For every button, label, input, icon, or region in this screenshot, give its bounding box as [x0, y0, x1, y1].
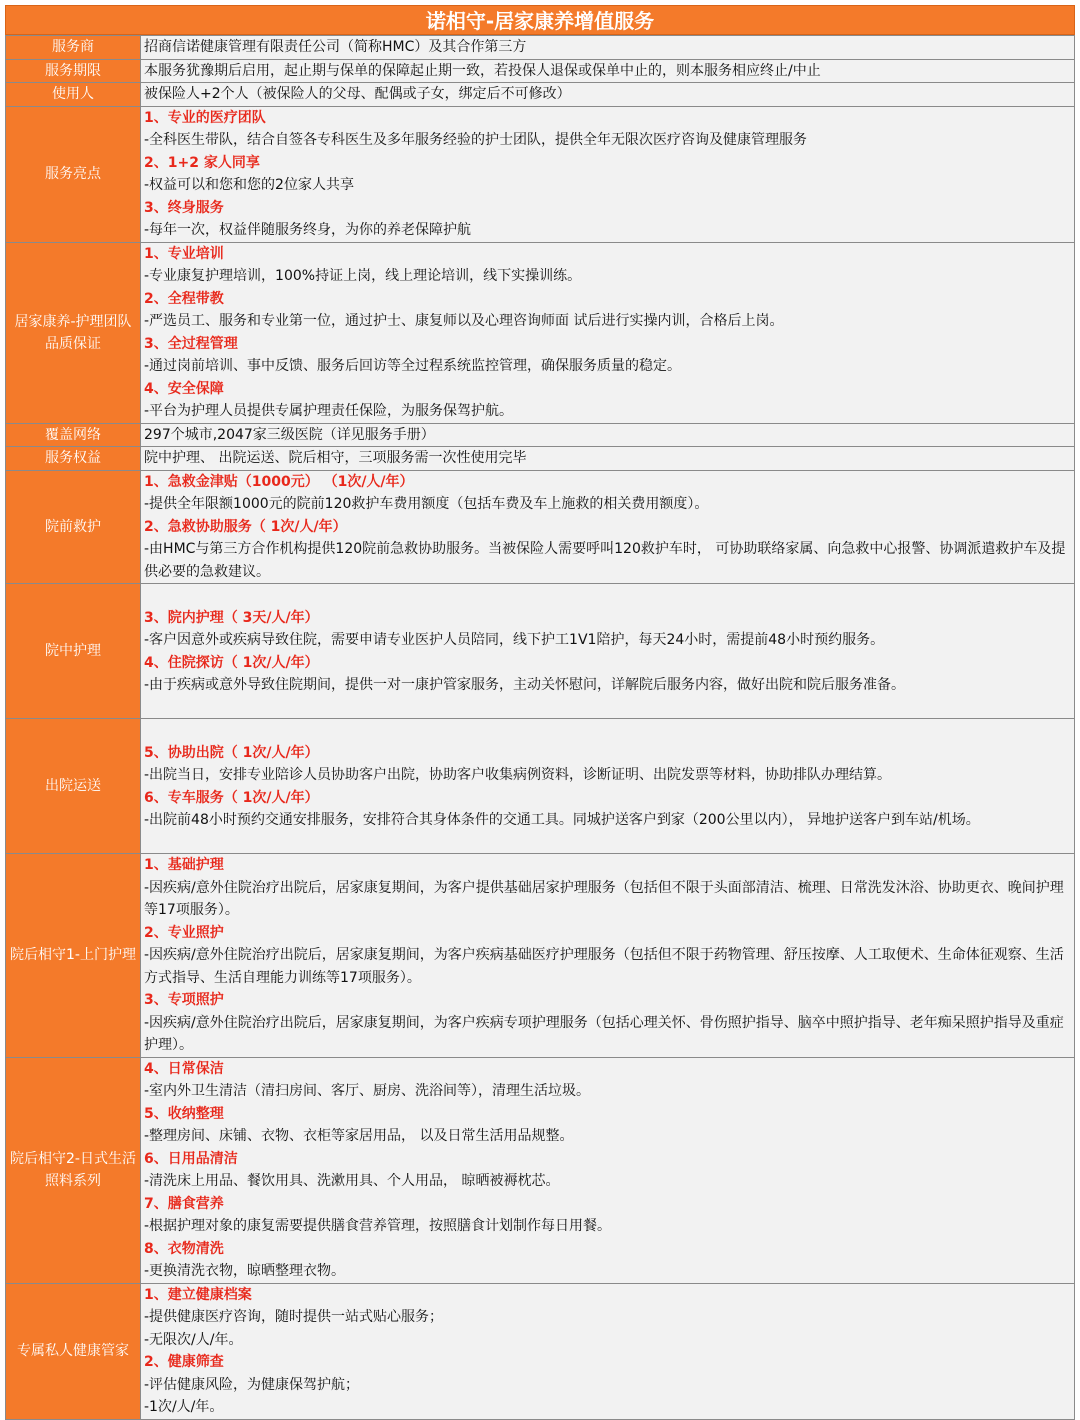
item-desc: -因疾病/意外住院治疗出院后，居家康复期间，为客户疾病专项护理服务（包括心理关怀、骨伤照护指导、脑卒中照护指导、老年痴呆照护指导及重症护理）。 — [144, 1014, 1064, 1053]
row-content — [141, 59, 1075, 83]
item-heading: 6、专车服务（ 1次/人/年） — [144, 789, 319, 806]
item-heading: 1、专业培训 — [144, 245, 224, 262]
service-table — [5, 35, 1075, 1420]
item-desc: -室内外卫生清洁（清扫房间、客厅、厨房、洗浴间等），清理生活垃圾。 — [144, 1083, 591, 1099]
item-desc: -权益可以和您和您的2位家人共享 — [144, 177, 354, 193]
item-desc: -由于疾病或意外导致住院期间，提供一对一康护管家服务，主动关怀慰问，详解院后服务内容，做好出院和院后服务准备。 — [144, 677, 906, 693]
item-heading: 2、健康筛查 — [144, 1354, 224, 1370]
item-heading: 2、专业照护 — [144, 924, 224, 941]
row-content — [141, 106, 1075, 242]
row-posthome — [6, 854, 1075, 1058]
item-heading: 3、专项照护 — [144, 992, 224, 1008]
item-heading: 3、全过程管理 — [144, 335, 238, 352]
row-content — [141, 1057, 1075, 1283]
row-postlife — [6, 1057, 1075, 1283]
service-sheet — [5, 5, 1075, 1420]
item-desc: -提供全年限额1000元的院前120救护车费用额度（包括车费及车上施救的相关费用额度）。 — [144, 496, 709, 512]
row-label: 院后相守2-日式生活照料系列 — [6, 1057, 141, 1283]
row-prehospital — [6, 470, 1075, 584]
spacer — [144, 584, 1071, 607]
item-heading: 1、基础护理 — [144, 857, 224, 873]
row-label: 服务权益 — [6, 447, 141, 471]
row-period — [6, 59, 1075, 83]
content-text: 院中护理、 出院运送、院后相守，三项服务需一次性使用完毕 — [144, 450, 527, 466]
item-heading: 8、衣物清洗 — [144, 1240, 224, 1257]
spacer — [144, 719, 1071, 742]
item-desc: -因疾病/意外住院治疗出院后，居家康复期间，为客户疾病基础医疗护理服务（包括但不限于药物管理、舒压按摩、人工取便术、生命体征观察、生活方式指导、生活自理能力训练等17项服务）。 — [144, 947, 1064, 986]
item-heading: 5、协助出院（ 1次/人/年） — [144, 744, 319, 761]
item-heading: 7、膳食营养 — [144, 1195, 224, 1212]
item-desc: -评估健康风险，为健康保驾护航； — [144, 1376, 360, 1393]
row-label: 居家康养-护理团队品质保证 — [6, 242, 141, 423]
item-desc: -出院前48小时预约交通安排服务，安排符合其身体条件的交通工具。同城护送客户到家（200公里以内）， 异地护送客户到车站/机场。 — [144, 812, 980, 828]
row-content — [141, 1283, 1075, 1419]
item-desc: -整理房间、床铺、衣物、衣柜等家居用品， 以及日常生活用品规整。 — [144, 1128, 574, 1144]
row-users — [6, 83, 1075, 107]
row-label: 专属私人健康管家 — [6, 1283, 141, 1419]
item-desc: -平台为护理人员提供专属护理责任保险，为服务保驾护航。 — [144, 403, 514, 419]
item-heading: 2、1+2 家人同享 — [144, 154, 260, 171]
row-highlights — [6, 106, 1075, 242]
item-heading: 4、日常保洁 — [144, 1060, 224, 1077]
row-label: 服务亮点 — [6, 106, 141, 242]
row-content — [141, 36, 1075, 60]
item-desc: -每年一次，权益伴随服务终身，为你的养老保障护航 — [144, 222, 472, 238]
row-quality — [6, 242, 1075, 423]
row-content — [141, 719, 1075, 854]
item-desc: -专业康复护理培训，100%持证上岗，线上理论培训，线下实操训练。 — [144, 268, 582, 284]
row-content — [141, 447, 1075, 471]
sheet-title: 诺相守-居家康养增值服务 — [5, 5, 1075, 35]
row-content — [141, 423, 1075, 447]
row-content — [141, 584, 1075, 719]
item-desc: -更换清洗衣物，晾晒整理衣物。 — [144, 1263, 346, 1279]
item-desc: -清洗床上用品、餐饮用具、洗漱用具、个人用品， 晾晒被褥枕芯。 — [144, 1173, 560, 1189]
row-coverage — [6, 423, 1075, 447]
item-heading: 4、住院探访（ 1次/人/年） — [144, 654, 319, 671]
row-content — [141, 83, 1075, 107]
row-label: 院后相守1-上门护理 — [6, 854, 141, 1058]
item-heading: 3、院内护理（ 3天/人/年） — [144, 609, 319, 626]
item-desc: -全科医生带队，结合自签各专科医生及多年服务经验的护士团队，提供全年无限次医疗咨询及健康管理服务 — [144, 132, 808, 148]
row-rights — [6, 447, 1075, 471]
content-text: 297个城市,2047家三级医院（详见服务手册） — [144, 426, 435, 443]
row-label: 覆盖网络 — [6, 423, 141, 447]
row-inhospital — [6, 584, 1075, 719]
row-manager — [6, 1283, 1075, 1419]
item-desc: -出院当日，安排专业陪诊人员协助客户出院，协助客户收集病例资料，诊断证明、出院发票等材料，协助排队办理结算。 — [144, 767, 892, 783]
item-desc: -严选员工、服务和专业第一位，通过护士、康复师以及心理咨询师面 试后进行实操内训，合格后上岗。 — [144, 313, 784, 329]
row-content — [141, 470, 1075, 584]
item-heading: 2、急救协助服务（ 1次/人/年） — [144, 518, 347, 535]
item-desc: -1次/人/年。 — [144, 1399, 224, 1415]
item-desc: -因疾病/意外住院治疗出院后，居家康复期间，为客户提供基础居家护理服务（包括但不限于头面部清洁、梳理、日常洗发沐浴、协助更衣、晚间护理等17项服务）。 — [144, 879, 1064, 918]
item-desc: -无限次/人/年。 — [144, 1331, 243, 1348]
item-heading: 1、专业的医疗团队 — [144, 109, 266, 126]
item-heading: 2、全程带教 — [144, 290, 224, 307]
item-desc: -提供健康医疗咨询，随时提供一站式贴心服务； — [144, 1309, 444, 1325]
row-provider — [6, 36, 1075, 60]
row-label: 院前救护 — [6, 470, 141, 584]
item-heading: 6、日用品清洁 — [144, 1150, 238, 1167]
row-label: 服务商 — [6, 36, 141, 60]
row-label: 使用人 — [6, 83, 141, 107]
item-desc: -由HMC与第三方合作机构提供120院前急救协助服务。当被保险人需要呼叫120救护车时， 可协助联络家属、向急救中心报警、协调派遣救护车及提供必要的急救建议。 — [144, 541, 1066, 580]
content-text: 被保险人+2个人（被保险人的父母、配偶或子女，绑定后不可修改） — [144, 86, 571, 102]
item-desc: -客户因意外或疾病导致住院，需要申请专业医护人员陪同，线下护工1V1陪护，每天24小时，需提前48小时预约服务。 — [144, 632, 885, 648]
row-discharge — [6, 719, 1075, 854]
row-content — [141, 242, 1075, 423]
item-heading: 4、安全保障 — [144, 380, 224, 397]
item-desc: -通过岗前培训、事中反馈、服务后回访等全过程系统监控管理，确保服务质量的稳定。 — [144, 358, 682, 374]
content-text: 本服务犹豫期后启用，起止期与保单的保障起止期一致，若投保人退保或保单中止的，则本服务相应终止/中止 — [144, 62, 821, 79]
row-content — [141, 854, 1075, 1058]
item-heading: 3、终身服务 — [144, 199, 224, 216]
content-text: 招商信诺健康管理有限责任公司（简称HMC）及其合作第三方 — [144, 39, 527, 55]
item-desc: -根据护理对象的康复需要提供膳食营养管理，按照膳食计划制作每日用餐。 — [144, 1218, 612, 1234]
item-heading: 1、急救金津贴（1000元） （1次/人/年） — [144, 473, 414, 490]
row-label: 院中护理 — [6, 584, 141, 719]
row-label: 出院运送 — [6, 719, 141, 854]
row-label: 服务期限 — [6, 59, 141, 83]
item-heading: 5、收纳整理 — [144, 1105, 224, 1122]
item-heading: 1、建立健康档案 — [144, 1286, 252, 1303]
